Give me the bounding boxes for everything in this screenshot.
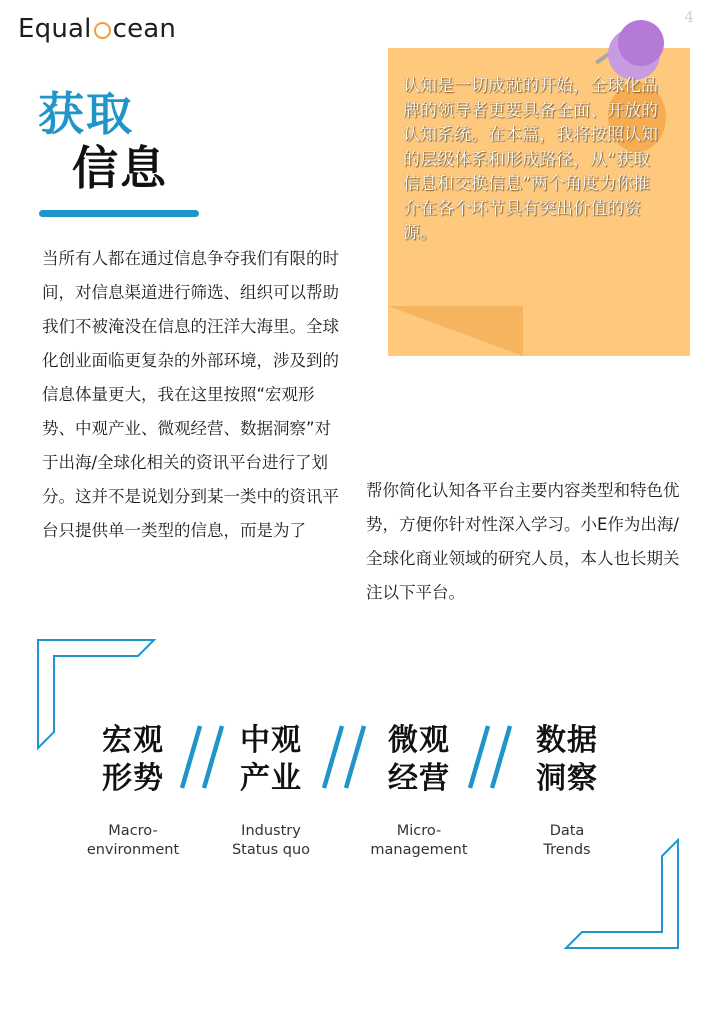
body-text-left: 当所有人都在通过信息争夺我们有限的时间，对信息渠道进行筛选、组织可以帮助我们不被淹没在信息的汪洋大海里。全球化创业面临更复杂的外部环境，涉及到的信息体量更大，我在这里按照“宏观形势、中观产业、微观经营、数据洞察”对于出海/全球化相关的资讯平台进行了划分。这并不是说划分到某一类中的资讯平台只提供单一类型的信息，而是为了 — [42, 249, 339, 540]
category-industry-en1: Industry — [241, 823, 301, 839]
body-text-right: 帮你简化认知各平台主要内容类型和特色优势，方便你针对性深入学习。小E作为出海/全球化商业领域的研究人员，本人也长期关注以下平台。 — [366, 481, 680, 602]
category-macro-zh2: 形势 — [102, 761, 164, 796]
page-title-line2: 信息 — [72, 141, 168, 195]
category-micro — [358, 722, 480, 798]
category-micro-en — [344, 822, 494, 860]
slash-separator-3-icon — [466, 724, 516, 790]
category-data — [506, 722, 628, 798]
logo-letter-e: E — [18, 14, 35, 44]
category-data-zh1: 数据 — [536, 723, 598, 758]
category-data-en1: Data — [549, 823, 585, 839]
category-micro-zh1: 微观 — [388, 723, 450, 758]
category-industry-zh2: 产业 — [240, 761, 302, 796]
sticky-note-text: 认知是一切成就的开始，全球化品牌的领导者更要具备全面、开放的认知系统。在本篇，我将按照认知的层级体系和形成路径，从“获取信息和交换信息”两个角度为你推介在各个环节具有突出价值的资源。 — [403, 76, 658, 243]
equalocean-logo — [18, 14, 176, 44]
category-micro-en2: management — [370, 842, 468, 858]
category-macro-en2: environment — [86, 842, 180, 858]
category-micro-zh2: 经营 — [388, 761, 450, 796]
category-industry-en2: Status quo — [231, 842, 311, 858]
category-industry-en — [200, 822, 342, 860]
page-number: 4 — [684, 8, 694, 26]
title-underline — [39, 210, 199, 217]
category-macro-en1: Macro- — [108, 823, 158, 839]
page-title-line1: 获取 — [38, 87, 134, 141]
category-data-en — [496, 822, 638, 860]
category-macro — [72, 722, 194, 798]
category-data-en2: Trends — [543, 842, 591, 858]
category-industry-zh1: 中观 — [240, 723, 302, 758]
category-micro-en1: Micro- — [396, 823, 442, 839]
slash-separator-1-icon — [178, 724, 228, 790]
logo-o-ring-icon — [94, 22, 111, 39]
logo-text-part2: cean — [112, 14, 177, 44]
category-macro-en — [62, 822, 204, 860]
category-industry — [210, 722, 332, 798]
pushpin-icon — [618, 20, 664, 66]
slash-separator-2-icon — [320, 724, 370, 790]
logo-text-part1: qual — [34, 14, 92, 44]
category-data-zh2: 洞察 — [536, 761, 598, 796]
category-macro-zh1: 宏观 — [102, 723, 164, 758]
